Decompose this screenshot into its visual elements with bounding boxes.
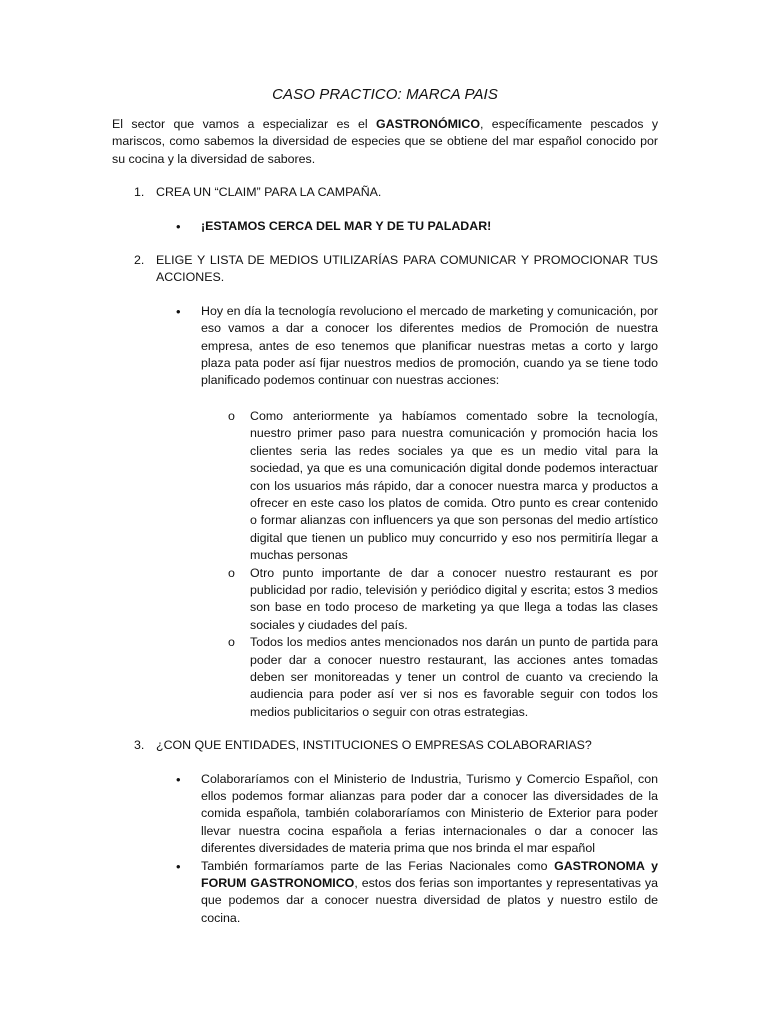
media-subitem-2-text: Otro punto importante de dar a conocer nuestro restaurant es por publicidad por radio, televisión y periódico digital y escrita; estos 3 medios son base en todo proceso de marketing ya que llega a todas las clases sociales y ciudades del país.	[250, 565, 658, 632]
question-2-number: 2.	[134, 253, 145, 268]
media-bullet-text: Hoy en día la tecnología revoluciono el mercado de marketing y comunicación, por eso vamos a dar a conocer los diferentes medios de Promoción de nuestra empresa, antes de eso tenemos que planificar nuestras metas a corto y largo plaza pata poder así fijar nuestros medios de promoción, cuando ya se tiene todo planificado podemos continuar con nuestras acciones:	[201, 303, 658, 388]
question-2	[112, 252, 658, 287]
partners-b2-post: , estos dos ferias son importantes y representativas ya que podemos dar a conocer nuestra diversidad de platos y nuestro estilo de cocina.	[201, 876, 658, 925]
claim-bullet	[112, 218, 658, 235]
question-2-text: ELIGE Y LISTA DE MEDIOS UTILIZARÍAS PARA COMUNICAR Y PROMOCIONAR TUS ACCIONES.	[156, 253, 658, 285]
bullet-icon: •	[176, 218, 181, 234]
question-3-text: ¿CON QUE ENTIDADES, INSTITUCIONES O EMPRESAS COLABORARIAS?	[156, 738, 592, 753]
intro-paragraph	[112, 116, 658, 168]
media-bullet	[112, 303, 658, 390]
question-1-text: CREA UN “CLAIM” PARA LA CAMPAÑA.	[156, 185, 382, 200]
partners-bullet-2	[112, 858, 658, 928]
partners-b2-pre: También formaríamos parte de las Ferias Nacionales como	[201, 858, 555, 873]
question-1	[112, 184, 658, 201]
circle-bullet-icon: o	[228, 635, 235, 650]
partners-bullet-1	[112, 771, 658, 858]
partners-bullet-1-text: Colaboraríamos con el Ministerio de Industria, Turismo y Comercio Español, con ellos podemos formar alianzas para poder dar a conocer las diversidades de la comida española, también colaboraríamos con Ministerio de Exterior para poder llevar nuestra cocina española a ferias internacionales o dar a conocer las diferentes diversidades de materia prima que nos brinda el mar español	[201, 771, 658, 856]
question-3	[112, 737, 658, 754]
media-subitem-1	[112, 408, 658, 565]
intro-bold: GASTRONÓMICO	[376, 117, 480, 131]
media-subitem-2	[112, 565, 658, 635]
circle-bullet-icon: o	[228, 408, 235, 423]
question-3-number: 3.	[134, 738, 145, 753]
circle-bullet-icon: o	[228, 565, 235, 580]
document-title: CASO PRACTICO: MARCA PAIS	[272, 86, 498, 103]
intro-post: , específicamente pescados y mariscos, como sabemos la diversidad de especies que se obtiene del mar español conocido por su cocina y la diversidad de sabores.	[112, 117, 659, 166]
question-1-number: 1.	[134, 185, 145, 200]
intro-pre: El sector que vamos a especializar es el	[112, 117, 377, 131]
partners-bullet-2-text	[201, 858, 658, 928]
media-subitem-3	[112, 634, 658, 721]
partners-b2-bold: GASTRONOMA y FORUM GASTRONOMICO	[201, 858, 658, 891]
claim-text: ¡ESTAMOS CERCA DEL MAR Y DE TU PALADAR!	[201, 218, 492, 233]
bullet-icon: •	[176, 303, 181, 319]
media-subitem-1-text: Como anteriormente ya habíamos comentado sobre la tecnología, nuestro primer paso para nuestra comunicación y promoción hacia los clientes seria las redes sociales ya que es un medio vital para la sociedad, ya que es una comunicación digital donde podemos interactuar con los usuarios más rápido, dar a conocer nuestra marca y productos a ofrecer en este caso los platos de comida. Otro punto es crear contenido o formar alianzas con influencers ya que son personas del medio artístico digital que tienen un publico muy concurrido y eso nos permitiría llegar a muchas personas	[250, 408, 658, 563]
media-subitem-3-text: Todos los medios antes mencionados nos darán un punto de partida para poder dar a conocer nuestro restaurant, las acciones antes tomadas deben ser monitoreadas y tener un control de cuanto va creciendo la audiencia para poder así ver si nos es favorable seguir con todos los medios publicitarios o seguir con otras estrategias.	[250, 635, 658, 719]
bullet-icon: •	[176, 771, 181, 787]
bullet-icon: •	[176, 858, 181, 874]
